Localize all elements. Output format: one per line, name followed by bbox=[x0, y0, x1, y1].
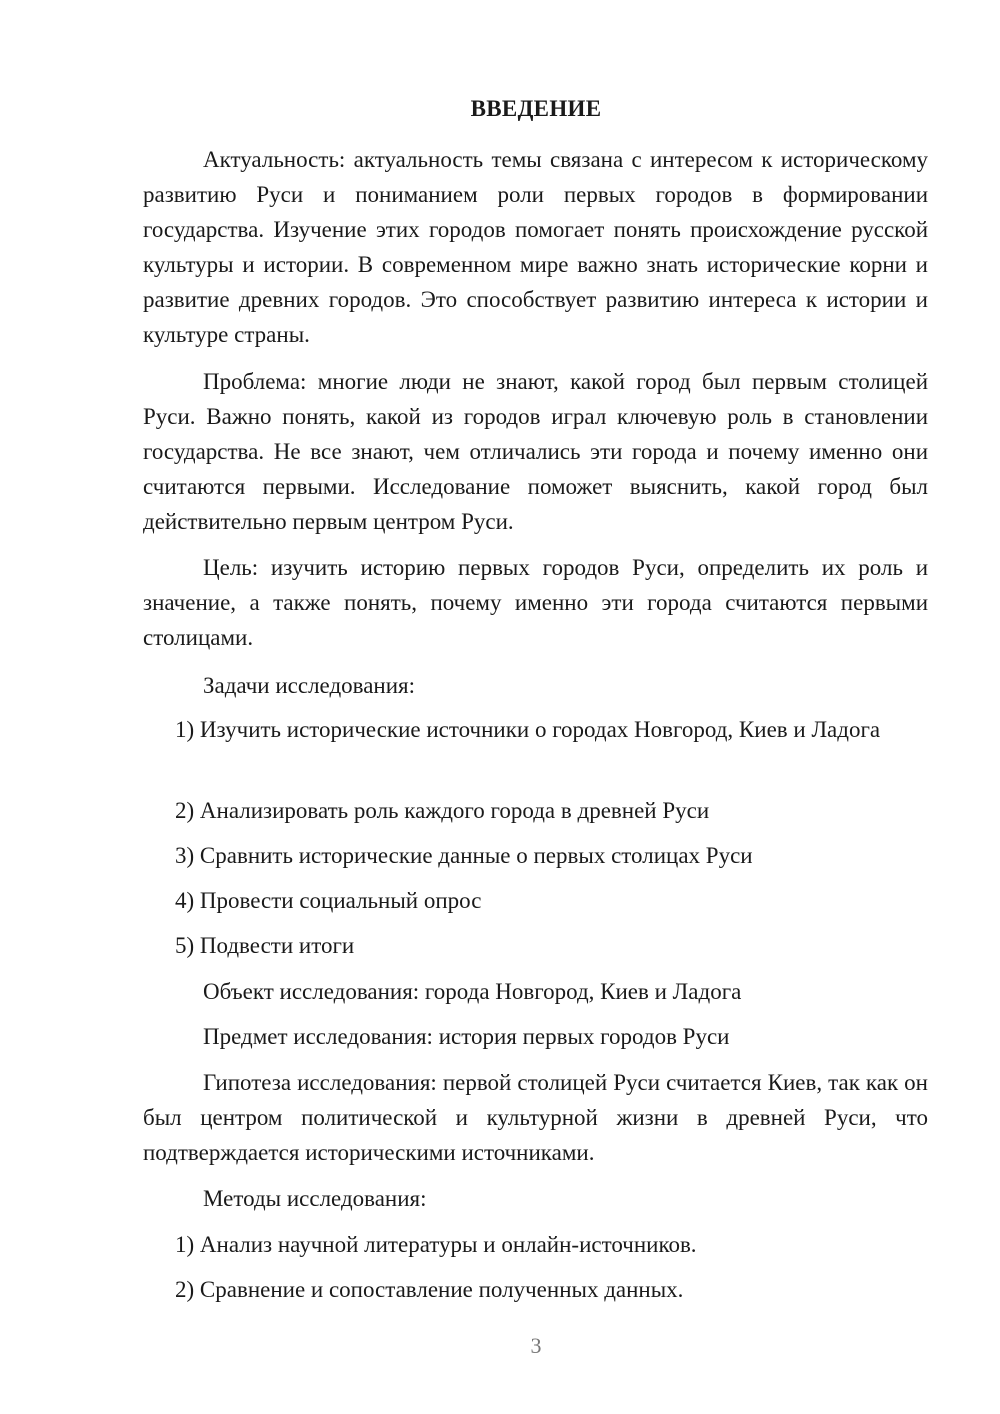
task-item-5-block bbox=[143, 928, 928, 963]
research-hypothesis: Гипотеза исследования: первой столицей Руси считается Киев, так как он был центром политической и культурной жизни в древней Руси, что подтверждается историческими источниками. bbox=[143, 1070, 928, 1165]
paragraph-problem: Проблема: многие люди не знают, какой город был первым столицей Руси. Важно понять, какой из городов играл ключевую роль в становлении государства. Не все знают, чем отличались эти города и почему именно они считаются первыми. Исследование поможет выяснить, какой город был действительно первым центром Руси. bbox=[143, 369, 928, 534]
methods-heading: Методы исследования: bbox=[203, 1186, 427, 1211]
subject-block bbox=[143, 1019, 928, 1054]
task-item-1-block bbox=[143, 712, 928, 747]
research-object: Объект исследования: города Новгород, Киев и Ладога bbox=[203, 979, 742, 1004]
method-item-1-block bbox=[143, 1227, 928, 1262]
method-item: 2) Сравнение и сопоставление полученных данных. bbox=[175, 1277, 684, 1302]
hypothesis-block bbox=[143, 1065, 928, 1170]
task-item: 1) Изучить исторические источники о городах Новгород, Киев и Ладога bbox=[175, 717, 881, 742]
paragraph-goal: Цель: изучить историю первых городов Руси, определить их роль и значение, а также понять, почему именно эти города считаются первыми столицами. bbox=[143, 555, 928, 650]
paragraph-problem-block bbox=[143, 364, 928, 539]
task-item: 2) Анализировать роль каждого города в древней Руси bbox=[175, 798, 710, 823]
page-number: 3 bbox=[530, 1333, 542, 1358]
task-item-2-block bbox=[143, 793, 928, 828]
method-item: 1) Анализ научной литературы и онлайн-источников. bbox=[175, 1232, 697, 1257]
tasks-heading-block bbox=[143, 668, 928, 703]
paragraph-relevance-block bbox=[143, 142, 928, 352]
task-item-3-block bbox=[143, 838, 928, 873]
methods-heading-block bbox=[143, 1181, 928, 1216]
object-block bbox=[143, 974, 928, 1009]
research-subject: Предмет исследования: история первых городов Руси bbox=[203, 1024, 730, 1049]
method-item-2-block bbox=[143, 1272, 928, 1307]
tasks-heading: Задачи исследования: bbox=[203, 673, 416, 698]
task-item: 3) Сравнить исторические данные о первых столицах Руси bbox=[175, 843, 753, 868]
paragraph-relevance: Актуальность: актуальность темы связана с интересом к историческому развитию Руси и пониманием роли первых городов в формировании государства. Изучение этих городов помогает понять происхождение русской культуры и истории. В современном мире важно знать исторические корни и развитие древних городов. Это способствует развитию интереса к истории и культуре страны. bbox=[143, 147, 928, 347]
task-item-4-block bbox=[143, 883, 928, 918]
section-title: ВВЕДЕНИЕ bbox=[470, 96, 602, 121]
task-item: 4) Провести социальный опрос bbox=[175, 888, 482, 913]
paragraph-goal-block bbox=[143, 550, 928, 655]
task-item: 5) Подвести итоги bbox=[175, 933, 355, 958]
